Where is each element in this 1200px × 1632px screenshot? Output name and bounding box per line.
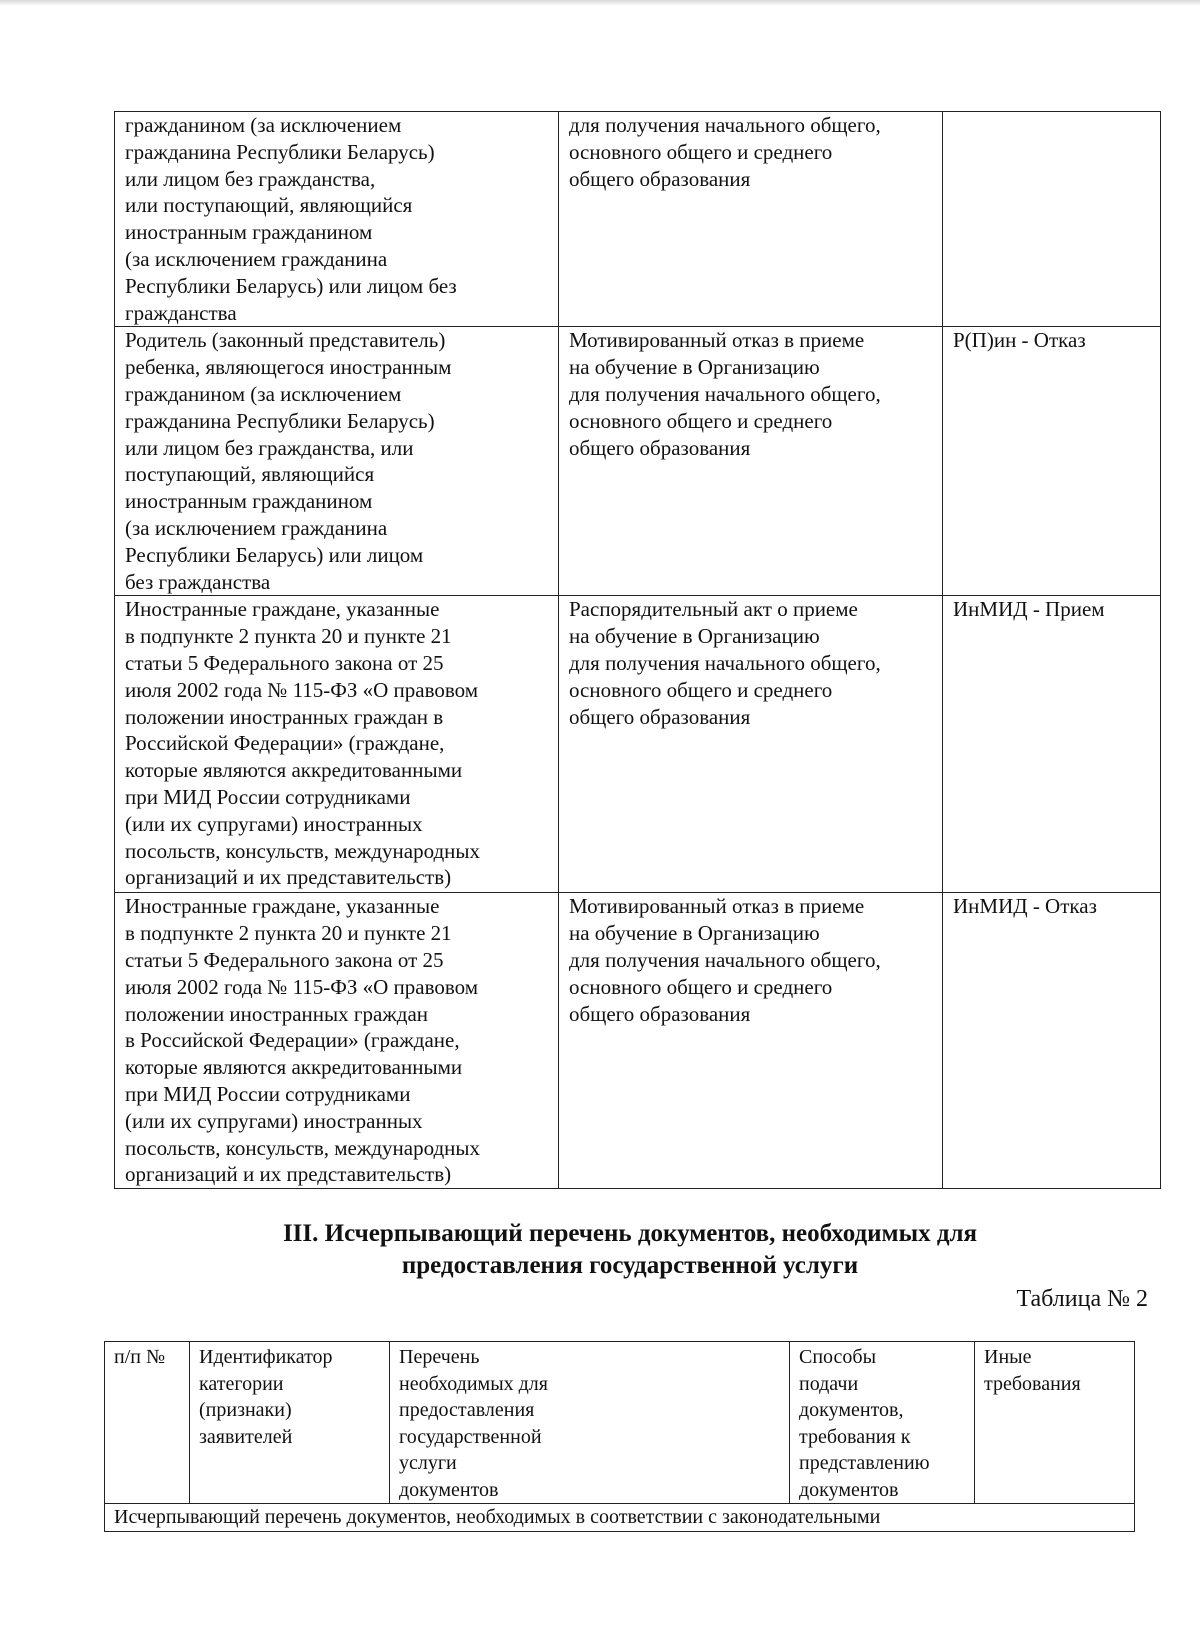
- documents-table: [104, 1341, 1135, 1532]
- applicant-category-cell: Иностранные граждане, указанные в подпункте 2 пункта 20 и пункте 21 статьи 5 Федерального закона от 25 июля 2002 года № 115-ФЗ «О правовом положении иностранных граждан в Российской Федерации» (граждане, которые являются аккредитованными при МИД России сотрудниками (или их супругами) иностранных посольств, консульств, международных организаций и их представительств): [115, 893, 559, 1189]
- section-title: III. Исчерпывающий перечень документов, необходимых для предоставления государственной услуги: [282, 1220, 978, 1279]
- header-cell-submission-methods: Способы подачи документов, требования к представлению документов: [790, 1342, 975, 1504]
- result-cell: Мотивированный отказ в приеме на обучение в Организацию для получения начального общего, основного общего и среднего общего образования: [559, 327, 943, 596]
- table-caption: Таблица № 2: [1016, 1286, 1148, 1312]
- header-cell-documents-list: Перечень необходимых для предоставления государственной услуги документов: [390, 1342, 790, 1504]
- applicant-category-cell: Родитель (законный представитель) ребенка, являющегося иностранным гражданином (за исключением гражданина Республики Беларусь) или лицом без гражданства, или поступающий, являющийся иностранным гражданином (за исключением гражданина Республики Беларусь) или лицом без гражданства: [115, 327, 559, 596]
- table-header-row: [105, 1342, 1135, 1504]
- full-width-row-text: Исчерпывающий перечень документов, необходимых в соответствии с законодательными: [105, 1504, 1135, 1532]
- applicant-results-table: [114, 111, 1161, 1189]
- table-row: [115, 112, 1161, 327]
- result-code-cell: Р(П)ин - Отказ: [943, 327, 1161, 596]
- table-row: [115, 327, 1161, 596]
- header-cell-number: п/п №: [105, 1342, 190, 1504]
- applicant-category-cell: гражданином (за исключением гражданина Республики Беларусь) или лицом без гражданства, или поступающий, являющийся иностранным гражданином (за исключением гражданина Республики Беларусь) или лицом без гражданства: [115, 112, 559, 327]
- header-cell-category-id: Идентификатор категории (признаки) заявителей: [190, 1342, 390, 1504]
- result-code-cell: [943, 112, 1161, 327]
- table-row: [115, 893, 1161, 1189]
- result-cell: для получения начального общего, основного общего и среднего общего образования: [559, 112, 943, 327]
- result-code-cell: ИнМИД - Прием: [943, 596, 1161, 893]
- result-code-cell: ИнМИД - Отказ: [943, 893, 1161, 1189]
- table-row: [115, 596, 1161, 893]
- scan-edge: [0, 0, 1200, 6]
- table-row: [105, 1504, 1135, 1532]
- applicant-category-cell: Иностранные граждане, указанные в подпункте 2 пункта 20 и пункте 21 статьи 5 Федерального закона от 25 июля 2002 года № 115-ФЗ «О правовом положении иностранных граждан в Российской Федерации» (граждане, которые являются аккредитованными при МИД России сотрудниками (или их супругами) иностранных посольств, консульств, международных организаций и их представительств): [115, 596, 559, 893]
- result-cell: Мотивированный отказ в приеме на обучение в Организацию для получения начального общего, основного общего и среднего общего образования: [559, 893, 943, 1189]
- result-cell: Распорядительный акт о приеме на обучение в Организацию для получения начального общего, основного общего и среднего общего образования: [559, 596, 943, 893]
- header-cell-other-requirements: Иные требования: [975, 1342, 1135, 1504]
